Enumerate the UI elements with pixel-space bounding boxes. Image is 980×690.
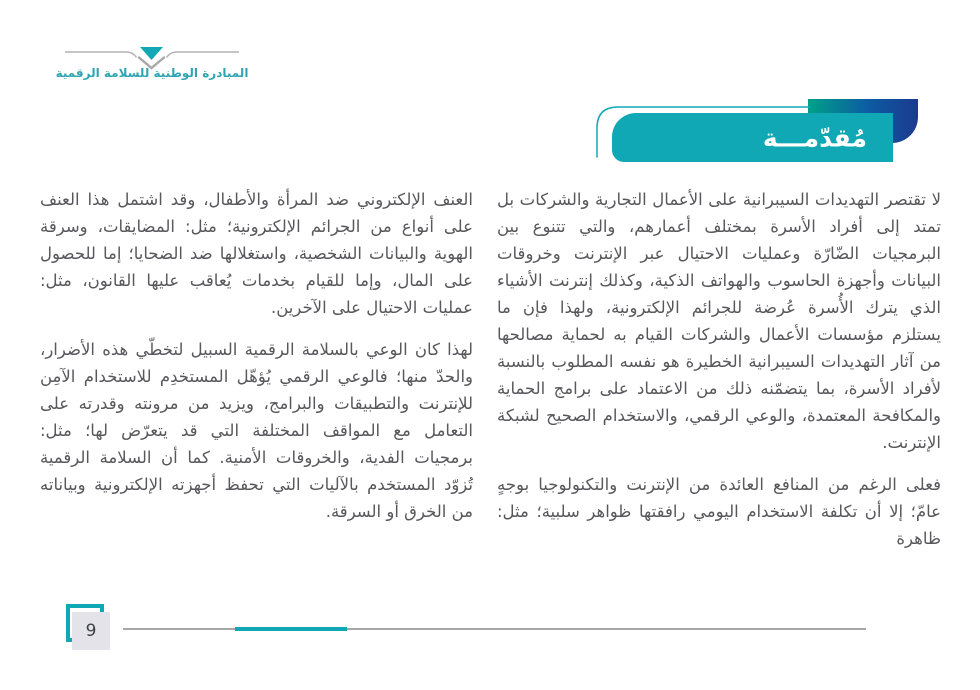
column-left bbox=[40, 186, 473, 567]
paragraph: لهذا كان الوعي بالسلامة الرقمية السبيل لتخطّي هذه الأضرار، والحدّ منها؛ فالوعي الرقمي يُؤهّل المستخدِم للاستخدام الآمِن للإنترنت والتطبيقات والبرامج، ويزيد من مرونته وقدرته على التعامل مع المواقف المختلفة التي قد يتعرّض لها؛ مثل: برمجيات الفدية، والخروقات الأمنية. كما أن السلامة الرقمية تُزوّد المستخدم بالآليات التي تحفظ أجهزته الإلكترونية وبياناته من الخرق أو السرقة. bbox=[40, 340, 473, 521]
logo-text: المبادرة الوطنية للسلامة الرقمية bbox=[55, 66, 249, 80]
column-right bbox=[497, 186, 941, 567]
page-number: 9 bbox=[72, 612, 110, 650]
paragraph: العنف الإلكتروني ضد المرأة والأطفال، وقد اشتمل هذا العنف على أنواع من الجرائم الإلكترونية؛ مثل: المضايقات، وسرقة الهوية والبيانات الشخصية، واستغلالها ضد الضحايا؛ إما للحصول على المال، وإما للقيام بخدمات يُعاقب عليها القانون، مثل: عمليات الاحتيال على الآخرين. bbox=[40, 190, 473, 317]
paragraph: لا تقتصر التهديدات السيبرانية على الأعمال التجارية والشركات بل تمتد إلى أفراد الأسرة بمختلف أعمارهم، والتي تتنوع بين البرمجيات الضّارّة وعمليات الاحتيال عبر الإنترنت وخروقات البيانات وأجهزة الحاسوب والهواتف الذكية، وكذلك إنترنت الأشياء الذي يترك الأُسرة عُرضة للجرائم الإلكترونية، ولهذا فإن ما يستلزم مؤسسات الأعمال والشركات القيام به لحماية مصالحها من آثار التهديدات السيبرانية الخطيرة هو نفسه المطلوب بالنسبة لأفراد الأسرة، بما يتضمّنه ذلك من الاعتماد على برامج الحماية والمكافحة المعتمدة، والوعي الرقمي، والاستخدام الصحيح لشبكة الإنترنت. bbox=[497, 190, 941, 452]
banner-plate bbox=[612, 113, 893, 162]
footer-rule-accent bbox=[235, 627, 347, 631]
section-title: مُقدّمـــة bbox=[762, 123, 867, 152]
paragraph: فعلى الرغم من المنافع العائدة من الإنترنت والتكنولوجيا بوجهٍ عامّ؛ إلا أن تكلفة الاستخدام اليومي رافقتها ظواهر سلبية؛ مثل: ظاهرة bbox=[497, 475, 941, 548]
body-columns bbox=[40, 186, 941, 567]
